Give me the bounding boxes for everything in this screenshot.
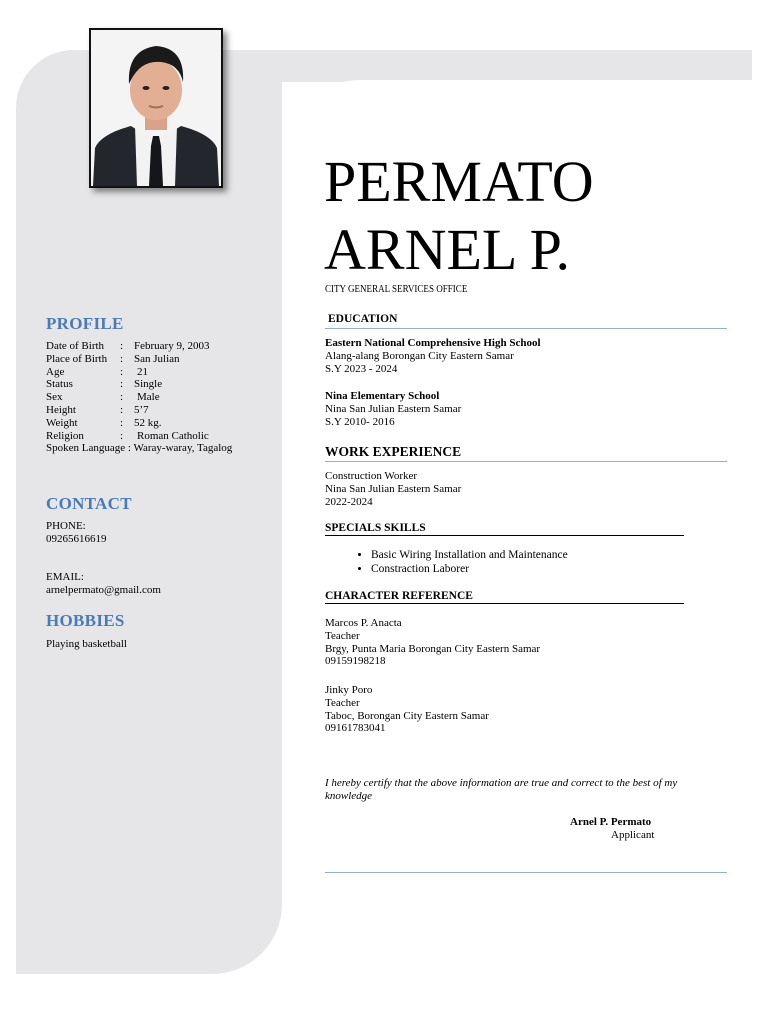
reference-role: Teacher <box>325 696 360 709</box>
signer-role: Applicant <box>611 829 655 841</box>
office-label: CITY GENERAL SERVICES OFFICE <box>325 284 468 295</box>
work-years: 2022-2024 <box>325 495 373 508</box>
field-colon: : <box>120 403 124 416</box>
school-name: Eastern National Comprehensive High School <box>325 337 541 349</box>
profile-row-height <box>46 404 232 417</box>
phone-label: PHONE: <box>46 520 86 532</box>
field-label: Sex <box>46 391 63 404</box>
certification-line-1: I hereby certify that the above information are true and correct to the best of my <box>325 777 678 789</box>
field-value: 52 kg. <box>134 416 162 429</box>
field-value: 21 <box>137 365 148 378</box>
field-label: Status <box>46 378 73 391</box>
profile-row-language: Spoken Language : Waray-waray, Tagalog <box>46 442 233 455</box>
reference-role: Teacher <box>325 629 360 642</box>
reference-address: Taboc, Borongan City Eastern Samar <box>325 709 489 722</box>
field-label: Weight <box>46 416 78 429</box>
field-colon: : <box>120 378 124 391</box>
profile-fields <box>46 340 232 455</box>
field-value: San Julian <box>134 352 180 365</box>
work-position: Construction Worker <box>325 470 418 482</box>
profile-row-sex <box>46 391 232 404</box>
certification-text <box>325 777 677 803</box>
hobbies-heading: HOBBIES <box>46 611 125 630</box>
reference-name: Jinky Poro <box>325 684 373 696</box>
school-name: Nina Elementary School <box>325 390 440 402</box>
reference-phone: 09159198218 <box>325 655 386 668</box>
work-entry <box>325 470 461 508</box>
school-address: Nina San Julian Eastern Samar <box>325 402 462 415</box>
profile-heading: PROFILE <box>46 314 124 333</box>
field-colon: : <box>120 429 124 442</box>
profile-photo <box>89 28 223 188</box>
field-label: Date of Birth <box>46 340 105 352</box>
work-rule <box>325 461 727 462</box>
work-place: Nina San Julian Eastern Samar <box>325 482 462 495</box>
education-entry-2 <box>325 390 461 428</box>
contact-heading: CONTACT <box>46 494 132 513</box>
hobbies-text: Playing basketball <box>46 638 127 650</box>
field-value: Male <box>137 391 160 404</box>
field-value: Roman Catholic <box>137 429 209 442</box>
skill-item: • Basic Wiring Installation and Maintenance <box>371 548 568 562</box>
reference-entry-2 <box>325 684 489 735</box>
top-band <box>230 50 752 82</box>
reference-heading: CHARACTER REFERENCE <box>325 590 473 602</box>
reference-name: Marcos P. Anacta <box>325 617 402 629</box>
school-years: S.Y 2010- 2016 <box>325 415 395 428</box>
field-colon: : <box>120 391 124 404</box>
field-label: Height <box>46 403 76 416</box>
reference-address: Brgy, Punta Maria Borongan City Eastern Samar <box>325 642 541 655</box>
profile-row-status <box>46 378 232 391</box>
last-name: PERMATO <box>324 149 594 214</box>
first-name: ARNEL P. <box>324 217 570 282</box>
field-label: Age <box>46 365 65 378</box>
phone-value: 09265616619 <box>46 533 107 545</box>
certification-line-2: knowledge <box>325 789 373 802</box>
field-colon: : <box>120 352 124 365</box>
school-address: Alang-alang Borongan City Eastern Samar <box>325 349 514 362</box>
profile-row-age <box>46 366 232 379</box>
skills-rule <box>325 535 684 536</box>
skill-item: • Constraction Laborer <box>371 562 568 576</box>
field-value: February 9, 2003 <box>134 340 210 352</box>
reference-rule <box>325 603 684 604</box>
skills-heading: SPECIALS SKILLS <box>325 522 426 534</box>
profile-row-dob <box>46 340 232 353</box>
education-heading: EDUCATION <box>328 313 398 325</box>
footer-rule <box>325 872 727 873</box>
field-label: Place of Birth <box>46 352 108 365</box>
field-label: Religion <box>46 429 84 442</box>
skills-list <box>325 548 568 576</box>
email-label: EMAIL: <box>46 571 84 583</box>
work-heading: WORK EXPERIENCE <box>325 444 462 459</box>
email-value: arnelpermato@gmail.com <box>46 584 161 596</box>
school-years: S.Y 2023 - 2024 <box>325 362 398 375</box>
person-photo-illustration <box>91 30 221 186</box>
field-colon: : <box>120 340 124 352</box>
reference-entry-1 <box>325 617 540 668</box>
education-entry-1 <box>325 337 541 375</box>
field-value: Single <box>134 378 163 391</box>
signer-name: Arnel P. Permato <box>570 816 652 828</box>
field-value: 5’7 <box>134 403 149 416</box>
profile-row-weight <box>46 417 232 430</box>
education-rule <box>325 328 727 329</box>
reference-phone: 09161783041 <box>325 722 386 735</box>
field-colon: : <box>120 416 124 429</box>
profile-row-religion <box>46 430 232 443</box>
profile-row-pob <box>46 353 232 366</box>
field-colon: : <box>120 365 124 378</box>
